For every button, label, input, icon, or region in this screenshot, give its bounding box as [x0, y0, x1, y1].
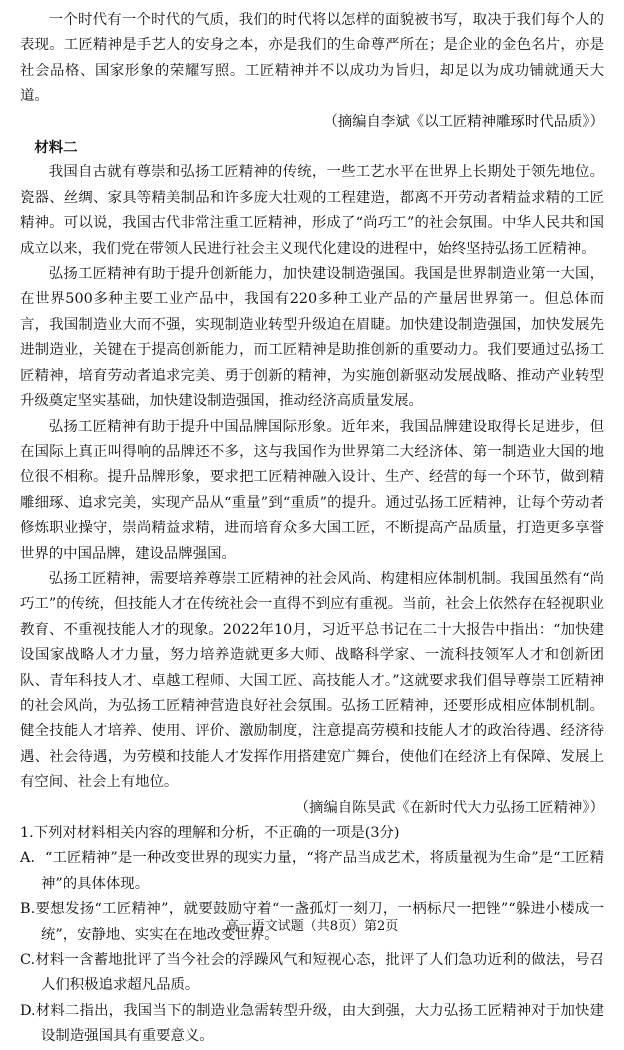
- material2-source: （摘编自陈昊武《在新时代大力弘扬工匠精神》）: [294, 799, 604, 816]
- material2-paragraph-1: 我国自古就有尊崇和弘扬工匠精神的传统，一些工艺水平在世界上长期处于领先地位。瓷器、丝绸、家具等精美制品和许多庞大壮观的工程建造，都离不开劳动者精益求精的工匠精神。可以说，我国古代非常注重工匠精神，形成了“尚巧工”的社会氛围。中华人民共和国成立以来，我们党在带领人民进行社会主义现代化建设的进程中，始终坚持弘扬工匠精神。: [20, 164, 604, 257]
- material2-title: 材料二: [34, 139, 78, 157]
- passage1-source: （摘编自李斌《以工匠精神雕琢时代品质》）: [323, 113, 604, 130]
- passage1-paragraph: 一个时代有一个时代的气质，我们的时代将以怎样的面貌被书写，取决于我们每个人的表现。工匠精神是手艺人的安身之本，亦是我们的生命尊严所在；是企业的金色名片，亦是社会品格、国家形象的荣耀写照。工匠精神并不以成功为旨归，却足以为成功铺就通天大道。: [20, 12, 604, 105]
- option-b: B.要想发扬“工匠精神”，就要鼓励守着“一盏孤灯一刻刀，一柄标尺一把锉”“躲进小楼成一统”，安静地、实实在在地改变世界。: [20, 901, 604, 943]
- option-c: C.材料一含蓄地批评了当今社会的浮躁风气和短视心态，批评了人们急功近利的做法，号召人们积极追求超凡品质。: [20, 952, 604, 994]
- material2-paragraph-4: 弘扬工匠精神，需要培养尊崇工匠精神的社会风尚、构建相应体制机制。我国虽然有“尚巧工”的传统，但技能人才在传统社会一直得不到应有重视。当前，社会上依然存在轻视职业教育、不重视技能人才的现象。2022年10月，习近平总书记在二十大报告中指出：“加快建设国家战略人才力量，努力培养造就更多大师、战略科学家、一流科技领军人才和创新团队、青年科技人才、卓越工程师、大国工匠、高技能人才。”这就要求我们倡导尊崇工匠精神的社会风尚，为弘扬工匠精神营造良好社会氛围。弘扬工匠精神，还要形成相应体制机制。健全技能人才培养、使用、评价、激励制度，注意提高劳模和技能人才的政治待遇、经济待遇、社会待遇，为劳模和技能人才发挥作用搭建宽广舞台，使他们在经济上有保障、发展上有空间、社会上有地位。: [20, 570, 604, 791]
- question-stem: 1.下列对材料相关内容的理解和分析，不正确的一项是(3分): [20, 825, 400, 841]
- page-footer: 高一语文试题（共8页）第2页: [225, 919, 399, 934]
- material2-paragraph-2: 弘扬工匠精神有助于提升创新能力，加快建设制造强国。我国是世界制造业第一大国，在世界500多种主要工业产品中，我国有220多种工业产品的产量居世界第一。但总体而言，我国制造业大而不强，实现制造业转型升级迫在眉睫。加快建设制造强国，加快发展先进制造业，关键在于提高创新能力，而工匠精神是助推创新的重要动力。我们要通过弘扬工匠精神，培育劳动者追求完美、勇于创新的精神，为实施创新驱动发展战略、推动产业转型升级奠定坚实基础，加快建设制造强国，推动经济高质量发展。: [20, 266, 604, 410]
- option-a: A．“工匠精神”是一种改变世界的现实力量，“将产品当成艺术，将质量视为生命”是“工匠精神”的具体体现。: [20, 850, 604, 892]
- material2-paragraph-3: 弘扬工匠精神有助于提升中国品牌国际形象。近年来，我国品牌建设取得长足进步，但在国际上真正叫得响的品牌还不多，这与我国作为世界第二大经济体、第一制造业大国的地位很不相称。提升品牌形象，要求把工匠精神融入设计、生产、经营的每一个环节，做到精雕细琢、追求完美，实现产品从“重量”到“重质”的提升。通过弘扬工匠精神，让每个劳动者修炼职业操守，崇尚精益求精，进而培育众多大国工匠，不断提高产品质量，打造更多享誉世界的中国品牌，建设品牌强国。: [20, 418, 604, 562]
- option-d: D.材料二指出，我国当下的制造业急需转型升级，由大到强，大力弘扬工匠精神对于加快建设制造强国具有重要意义。: [20, 1002, 604, 1045]
